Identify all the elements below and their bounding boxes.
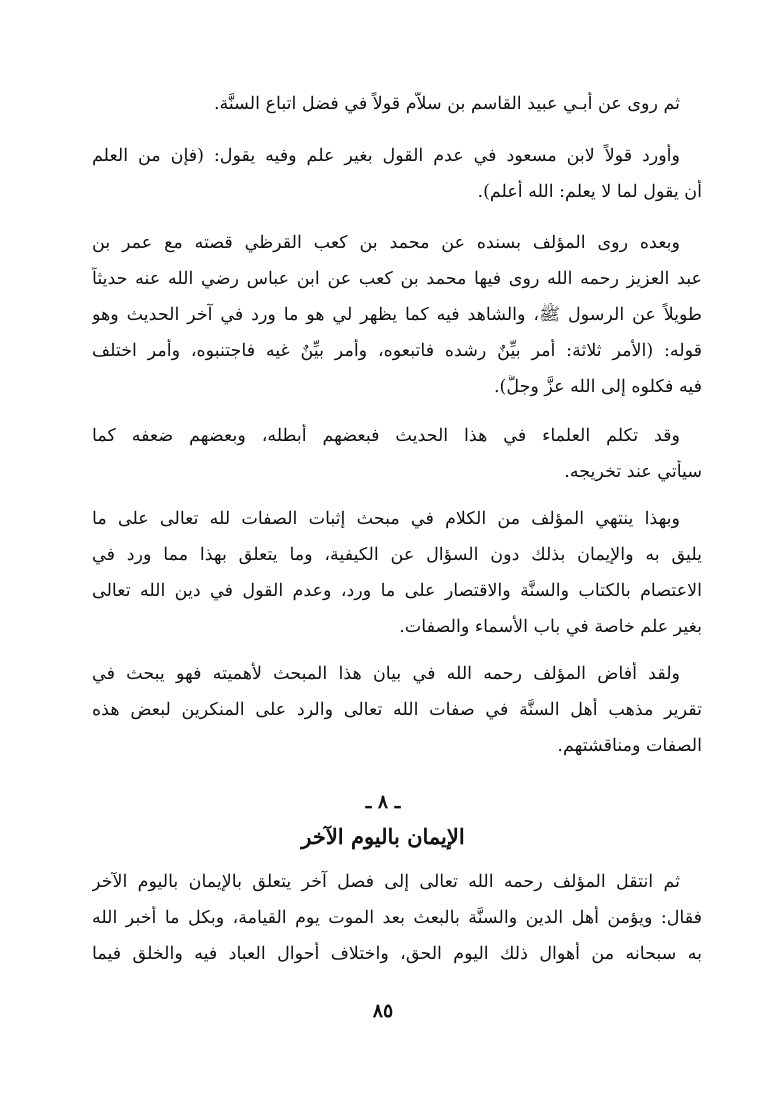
paragraph-2-line-1: وأورد قولاً لابن مسعود في عدم القول بغير علم وفيه يقول: (فإن من العلم: [92, 146, 680, 166]
paragraph-4-line-2: سيأتي عند تخريجه.: [564, 462, 702, 482]
paragraph-3-line-2: عبد العزيز رحمه الله روى فيها محمد بن كعب عن ابن عباس رضي الله عنه حديثاً: [92, 269, 702, 289]
paragraph-3-line-5: فيه فكلوه إلى الله عزَّ وجلَّ).: [493, 377, 702, 397]
paragraph-4-line-1: وقد تكلم العلماء في هذا الحديث فبعضهم أبطله، وبعضهم ضعفه كما: [92, 426, 680, 446]
section-title: الإيمان باليوم الآخر: [301, 824, 465, 849]
paragraph-5-line-3: الاعتصام بالكتاب والسنَّة والاقتصار على ما ورد، وعدم القول في دين الله تعالى: [92, 581, 702, 601]
paragraph-1-line-1: ثم روى عن أبـي عبيد القاسم بن سلاَّم قولاً في فضل اتباع السنَّة.: [213, 94, 680, 114]
section-paragraph-line-3: به سبحانه من أهوال ذلك اليوم الحق، واختلاف أحوال العباد فيه والخلق فيما: [92, 944, 702, 964]
paragraph-3-line-1: وبعده روى المؤلف بسنده عن محمد بن كعب القرظي قصته مع عمر بن: [92, 233, 680, 253]
paragraph-6-line-2: تقرير مذهب أهل السنَّة في صفات الله تعالى والرد على المنكرين لبعض هذه: [92, 700, 702, 720]
paragraph-2-line-2: أن يقول لما لا يعلم: الله أعلم).: [477, 182, 702, 202]
section-number: ـ ٨ ـ: [365, 791, 401, 813]
page-number: ٨٥: [372, 1000, 394, 1022]
paragraph-6-line-1: ولقد أفاض المؤلف رحمه الله في بيان هذا المبحث لأهميته فهو يبحث في: [92, 664, 680, 684]
section-paragraph-line-1: ثم انتقل المؤلف رحمه الله تعالى إلى فصل آخر يتعلق بالإيمان باليوم الآخر: [92, 872, 680, 892]
paragraph-3-line-3: طويلاً عن الرسول ﷺ، والشاهد فيه كما يظهر لي هو ما ورد في آخر الحديث وهو: [92, 305, 702, 325]
paragraph-6-line-3: الصفات ومناقشتهم.: [557, 736, 702, 756]
paragraph-5-line-2: يليق به والإيمان بذلك دون السؤال عن الكيفية، وما يتعلق بهذا مما ورد في: [92, 545, 702, 565]
paragraph-5-line-4: بغير علم خاصة في باب الأسماء والصفات.: [399, 617, 702, 637]
section-paragraph-line-2: فقال: ويؤمن أهل الدين والسنَّة بالبعث بعد الموت يوم القيامة، وبكل ما أخبر الله: [92, 908, 702, 928]
paragraph-3-line-4: قوله: (الأمر ثلاثة: أمر بيِّنٌ رشده فاتبعوه، وأمر بيِّنٌ غيه فاجتنبوه، وأمر اختلف: [92, 341, 702, 361]
paragraph-5-line-1: وبهذا ينتهي المؤلف من الكلام في مبحث إثبات الصفات لله تعالى على ما: [92, 509, 680, 529]
